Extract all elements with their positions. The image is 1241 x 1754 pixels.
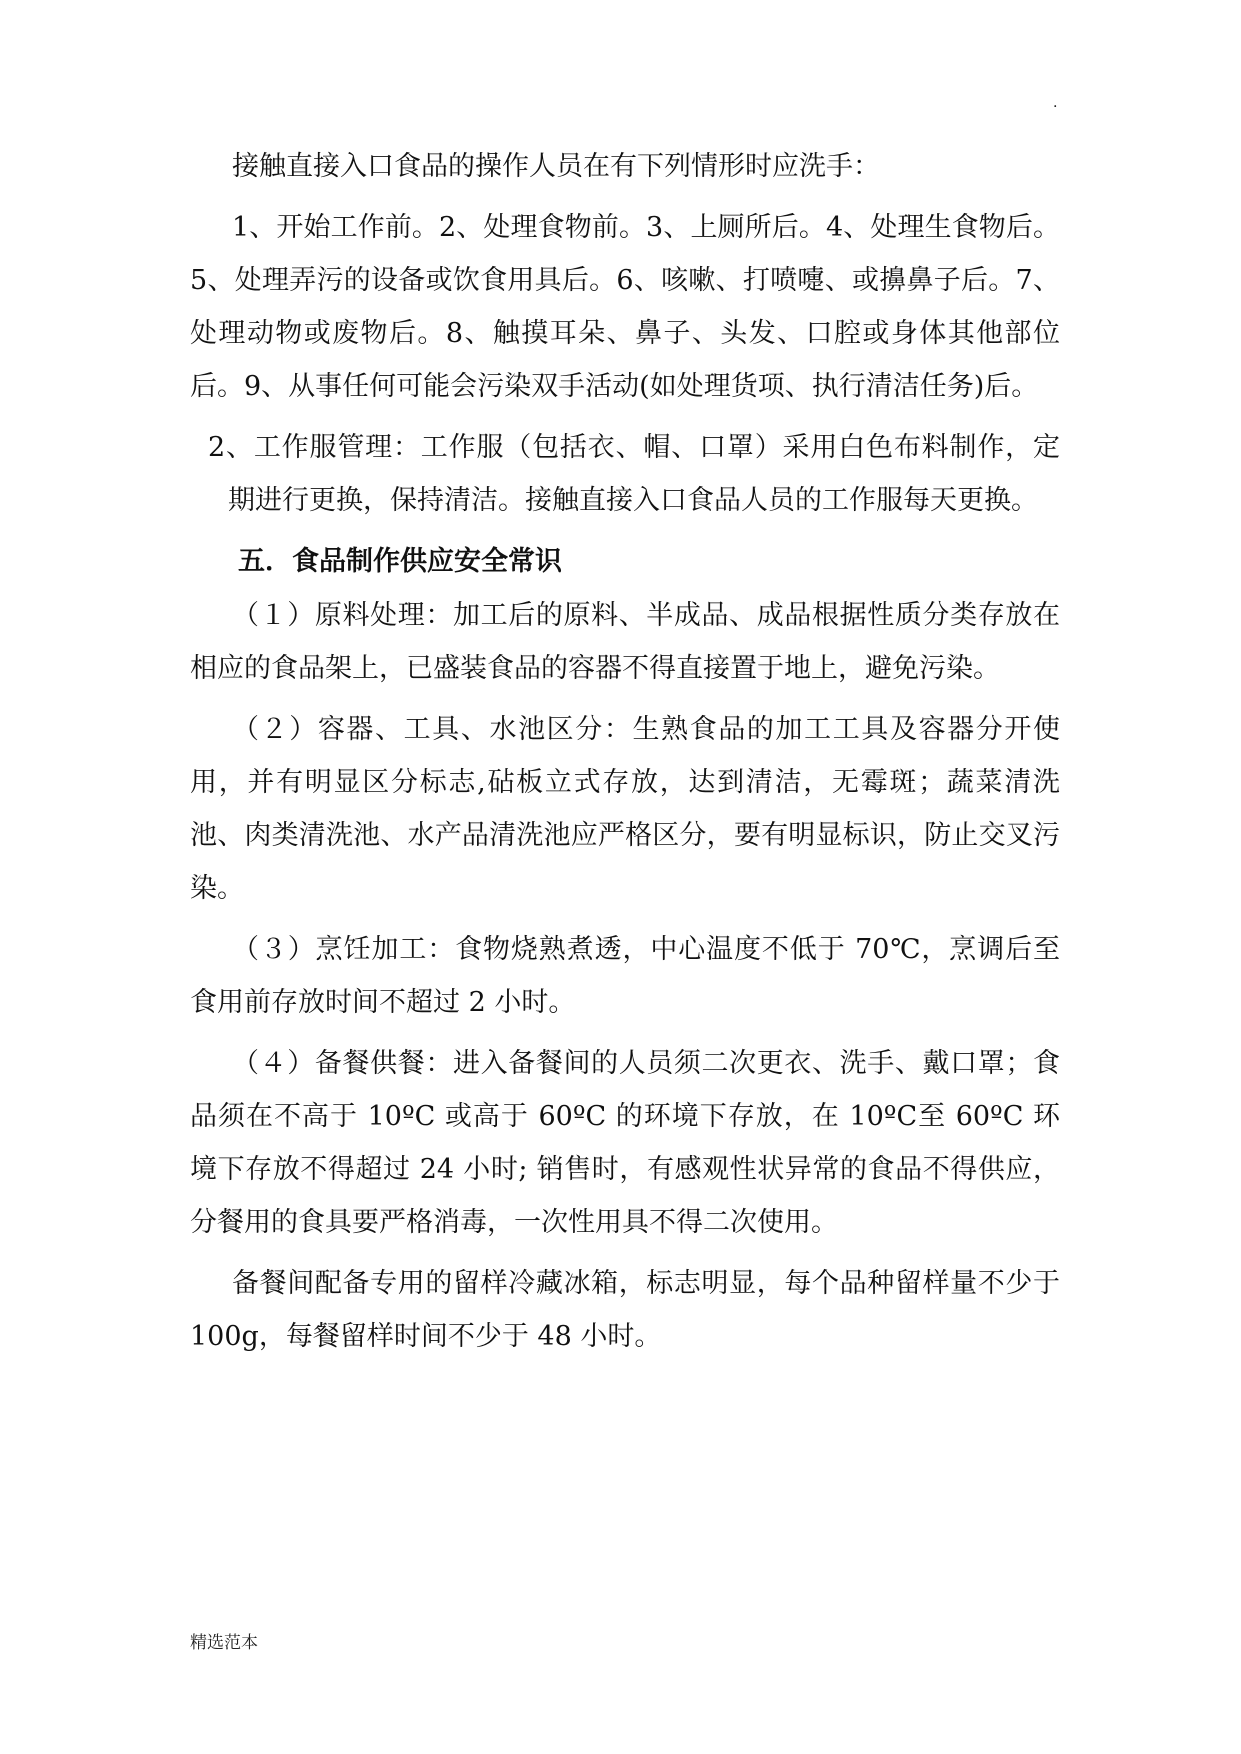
handwash-conditions: 1、开始工作前。2、处理食物前。3、上厕所后。4、处理生食物后。5、处理弄污的设备或饮食用具后。6、咳嗽、打喷嚏、或擤鼻子后。7、处理动物或废物后。8、触摸耳朵、鼻子、头发、口腔或身体其他部位后。9、从事任何可能会污染双手活动(如处理货项、执行清洁任务)后。 [190,212,1060,402]
cooking-processing: （３）烹饪加工：食物烧熟煮透，中心温度不低于 70℃，烹调后至食用前存放时间不超过 2 小时。 [190,934,1060,1018]
section-heading: 五．食品制作供应安全常识 [238,546,562,577]
uniform-management: 2、工作服管理：工作服（包括衣、帽、口罩）采用白色布料制作，定期进行更换，保持清洁。接触直接入口食品人员的工作服每天更换。 [208,432,1060,516]
container-tool-separation: （２）容器、工具、水池区分：生熟食品的加工工具及容器分开使用，并有明显区分标志,砧板立式存放，达到清洁，无霉斑；蔬菜清洗池、肉类清洗池、水产品清洗池应严格区分，要有明显标识，防止交叉污染。 [190,714,1060,904]
header-mark: . [1053,95,1058,111]
raw-material-handling: （１）原料处理：加工后的原料、半成品、成品根据性质分类存放在相应的食品架上，已盛装食品的容器不得直接置于地上，避免污染。 [190,600,1060,684]
sample-retention: 备餐间配备专用的留样冷藏冰箱，标志明显，每个品种留样量不少于 100g，每餐留样时间不少于 48 小时。 [190,1268,1060,1352]
footer-label: 精选范本 [190,1633,258,1653]
handwash-intro: 接触直接入口食品的操作人员在有下列情形时应洗手： [232,151,880,182]
document-body [190,140,1060,1363]
meal-preparation: （４）备餐供餐：进入备餐间的人员须二次更衣、洗手、戴口罩；食品须在不高于 10ºC 或高于 60ºC 的环境下存放，在 10ºC至 60ºC 环境下存放不得超过 24 小时; 销售时，有感观性状异常的食品不得供应，分餐用的食具要严格消毒，一次性用具不得二次使用。 [190,1048,1060,1238]
